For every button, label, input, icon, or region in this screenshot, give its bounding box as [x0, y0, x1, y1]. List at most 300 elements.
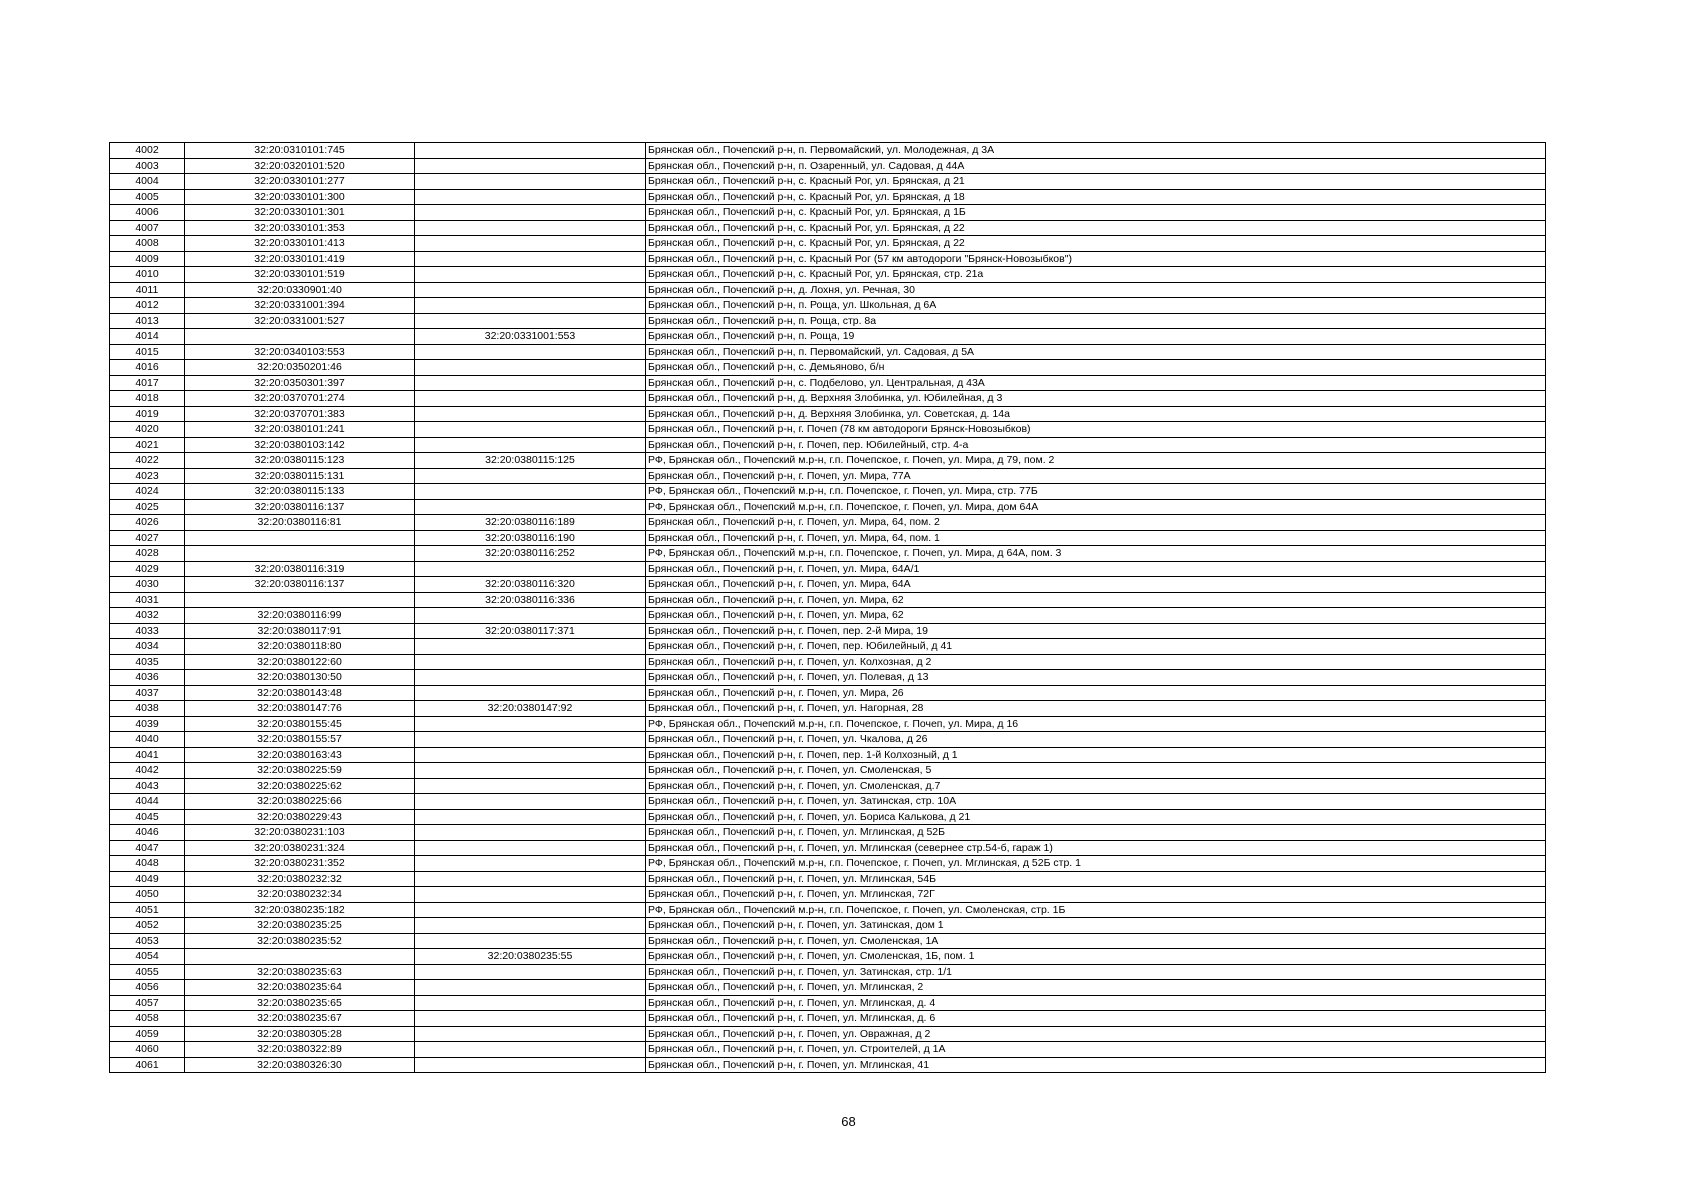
- cadastral-number-cell: 32:20:0330101:353: [185, 220, 415, 236]
- address-cell: Брянская обл., Почепский р-н, п. Первомайский, ул. Молодежная, д 3А: [646, 143, 1546, 159]
- cadastral-number-cell: [185, 530, 415, 546]
- cadastral-number-cell: [185, 329, 415, 345]
- row-number-cell: 4059: [110, 1026, 185, 1042]
- row-number-cell: 4020: [110, 422, 185, 438]
- table-row: [110, 220, 1546, 236]
- row-number-cell: 4044: [110, 794, 185, 810]
- related-cadastral-number-cell: [415, 391, 646, 407]
- cadastral-number-cell: 32:20:0380116:99: [185, 608, 415, 624]
- address-cell: Брянская обл., Почепский р-н, с. Красный Рог, ул. Брянская, д 21: [646, 174, 1546, 190]
- row-number-cell: 4056: [110, 980, 185, 996]
- table-row: [110, 933, 1546, 949]
- cadastral-number-cell: 32:20:0380225:59: [185, 763, 415, 779]
- related-cadastral-number-cell: [415, 205, 646, 221]
- cadastral-number-cell: 32:20:0380116:137: [185, 577, 415, 593]
- related-cadastral-number-cell: [415, 1026, 646, 1042]
- row-number-cell: 4035: [110, 654, 185, 670]
- cadastral-number-cell: 32:20:0380229:43: [185, 809, 415, 825]
- address-cell: Брянская обл., Почепский р-н, г. Почеп, ул. Мира, 64А: [646, 577, 1546, 593]
- related-cadastral-number-cell: 32:20:0380116:252: [415, 546, 646, 562]
- related-cadastral-number-cell: [415, 716, 646, 732]
- table-row: [110, 391, 1546, 407]
- cadastral-number-cell: 32:20:0380235:65: [185, 995, 415, 1011]
- cadastral-number-cell: 32:20:0340103:553: [185, 344, 415, 360]
- address-cell: РФ, Брянская обл., Почепский м.р-н, г.п. Почепское, г. Почеп, ул. Мира, д 16: [646, 716, 1546, 732]
- table-row: [110, 763, 1546, 779]
- row-number-cell: 4017: [110, 375, 185, 391]
- cadastral-number-cell: 32:20:0380225:62: [185, 778, 415, 794]
- address-cell: Брянская обл., Почепский р-н, г. Почеп, ул. Мира, 26: [646, 685, 1546, 701]
- cadastral-number-cell: 32:20:0380231:324: [185, 840, 415, 856]
- related-cadastral-number-cell: [415, 995, 646, 1011]
- row-number-cell: 4048: [110, 856, 185, 872]
- cadastral-number-cell: 32:20:0330101:519: [185, 267, 415, 283]
- cadastral-number-cell: 32:20:0380235:63: [185, 964, 415, 980]
- table-row: [110, 685, 1546, 701]
- related-cadastral-number-cell: [415, 608, 646, 624]
- related-cadastral-number-cell: [415, 902, 646, 918]
- address-cell: Брянская обл., Почепский р-н, г. Почеп, ул. Овражная, д 2: [646, 1026, 1546, 1042]
- cadastral-number-cell: 32:20:0330901:40: [185, 282, 415, 298]
- related-cadastral-number-cell: [415, 840, 646, 856]
- table-row: [110, 530, 1546, 546]
- row-number-cell: 4034: [110, 639, 185, 655]
- related-cadastral-number-cell: [415, 918, 646, 934]
- related-cadastral-number-cell: [415, 809, 646, 825]
- row-number-cell: 4043: [110, 778, 185, 794]
- address-cell: Брянская обл., Почепский р-н, с. Красный Рог, ул. Брянская, д 18: [646, 189, 1546, 205]
- address-cell: Брянская обл., Почепский р-н, п. Роща, стр. 8а: [646, 313, 1546, 329]
- cadastral-number-cell: 32:20:0380326:30: [185, 1057, 415, 1073]
- address-cell: РФ, Брянская обл., Почепский м.р-н, г.п. Почепское, г. Почеп, ул. Мира, д 64А, пом. 3: [646, 546, 1546, 562]
- cadastral-number-cell: 32:20:0380116:319: [185, 561, 415, 577]
- table-row: [110, 313, 1546, 329]
- table-row: [110, 143, 1546, 159]
- row-number-cell: 4050: [110, 887, 185, 903]
- address-cell: Брянская обл., Почепский р-н, г. Почеп, ул. Чкалова, д 26: [646, 732, 1546, 748]
- property-table-body: [110, 143, 1546, 1073]
- cadastral-number-cell: 32:20:0380103:142: [185, 437, 415, 453]
- address-cell: РФ, Брянская обл., Почепский м.р-н, г.п. Почепское, г. Почеп, ул. Мира, дом 64А: [646, 499, 1546, 515]
- table-row: [110, 918, 1546, 934]
- row-number-cell: 4010: [110, 267, 185, 283]
- cadastral-number-cell: 32:20:0331001:527: [185, 313, 415, 329]
- address-cell: РФ, Брянская обл., Почепский м.р-н, г.п. Почепское, г. Почеп, ул. Мира, стр. 77Б: [646, 484, 1546, 500]
- table-row: [110, 375, 1546, 391]
- address-cell: Брянская обл., Почепский р-н, с. Красный Рог (57 км автодороги "Брянск-Новозыбков"): [646, 251, 1546, 267]
- table-row: [110, 964, 1546, 980]
- cadastral-number-cell: 32:20:0380116:137: [185, 499, 415, 515]
- row-number-cell: 4061: [110, 1057, 185, 1073]
- address-cell: Брянская обл., Почепский р-н, г. Почеп, ул. Нагорная, 28: [646, 701, 1546, 717]
- table-row: [110, 778, 1546, 794]
- related-cadastral-number-cell: [415, 561, 646, 577]
- row-number-cell: 4004: [110, 174, 185, 190]
- related-cadastral-number-cell: [415, 825, 646, 841]
- address-cell: Брянская обл., Почепский р-н, г. Почеп, ул. Затинская, стр. 10А: [646, 794, 1546, 810]
- table-row: [110, 995, 1546, 1011]
- related-cadastral-number-cell: 32:20:0380117:371: [415, 623, 646, 639]
- table-row: [110, 1042, 1546, 1058]
- table-row: [110, 654, 1546, 670]
- table-row: [110, 406, 1546, 422]
- table-row: [110, 577, 1546, 593]
- cadastral-number-cell: 32:20:0380118:80: [185, 639, 415, 655]
- address-cell: Брянская обл., Почепский р-н, г. Почеп, ул. Мглинская, 54Б: [646, 871, 1546, 887]
- cadastral-number-cell: 32:20:0380115:123: [185, 453, 415, 469]
- related-cadastral-number-cell: [415, 143, 646, 159]
- related-cadastral-number-cell: [415, 1057, 646, 1073]
- row-number-cell: 4031: [110, 592, 185, 608]
- table-row: [110, 856, 1546, 872]
- row-number-cell: 4040: [110, 732, 185, 748]
- address-cell: Брянская обл., Почепский р-н, г. Почеп, ул. Строителей, д 1А: [646, 1042, 1546, 1058]
- related-cadastral-number-cell: [415, 298, 646, 314]
- related-cadastral-number-cell: 32:20:0380115:125: [415, 453, 646, 469]
- related-cadastral-number-cell: [415, 375, 646, 391]
- cadastral-number-cell: 32:20:0380163:43: [185, 747, 415, 763]
- address-cell: Брянская обл., Почепский р-н, г. Почеп, ул. Полевая, д 13: [646, 670, 1546, 686]
- address-cell: Брянская обл., Почепский р-н, с. Красный Рог, ул. Брянская, д 1Б: [646, 205, 1546, 221]
- table-row: [110, 282, 1546, 298]
- address-cell: Брянская обл., Почепский р-н, г. Почеп, ул. Смоленская, д.7: [646, 778, 1546, 794]
- address-cell: РФ, Брянская обл., Почепский м.р-н, г.п. Почепское, г. Почеп, ул. Мглинская, д 52Б стр. 1: [646, 856, 1546, 872]
- row-number-cell: 4015: [110, 344, 185, 360]
- row-number-cell: 4053: [110, 933, 185, 949]
- address-cell: Брянская обл., Почепский р-н, г. Почеп, ул. Мглинская, д 52Б: [646, 825, 1546, 841]
- related-cadastral-number-cell: 32:20:0380116:320: [415, 577, 646, 593]
- table-row: [110, 592, 1546, 608]
- related-cadastral-number-cell: 32:20:0380116:190: [415, 530, 646, 546]
- table-row: [110, 267, 1546, 283]
- row-number-cell: 4058: [110, 1011, 185, 1027]
- row-number-cell: 4014: [110, 329, 185, 345]
- row-number-cell: 4024: [110, 484, 185, 500]
- related-cadastral-number-cell: [415, 933, 646, 949]
- cadastral-number-cell: 32:20:0380147:76: [185, 701, 415, 717]
- row-number-cell: 4041: [110, 747, 185, 763]
- cadastral-number-cell: 32:20:0330101:277: [185, 174, 415, 190]
- cadastral-number-cell: 32:20:0380235:25: [185, 918, 415, 934]
- row-number-cell: 4054: [110, 949, 185, 965]
- table-row: [110, 716, 1546, 732]
- row-number-cell: 4005: [110, 189, 185, 205]
- related-cadastral-number-cell: [415, 747, 646, 763]
- address-cell: Брянская обл., Почепский р-н, с. Демьяново, б/н: [646, 360, 1546, 376]
- table-row: [110, 1011, 1546, 1027]
- table-row: [110, 887, 1546, 903]
- address-cell: Брянская обл., Почепский р-н, г. Почеп, ул. Мглинская, 72Г: [646, 887, 1546, 903]
- table-row: [110, 236, 1546, 252]
- row-number-cell: 4013: [110, 313, 185, 329]
- row-number-cell: 4022: [110, 453, 185, 469]
- row-number-cell: 4057: [110, 995, 185, 1011]
- cadastral-number-cell: 32:20:0331001:394: [185, 298, 415, 314]
- row-number-cell: 4012: [110, 298, 185, 314]
- related-cadastral-number-cell: 32:20:0331001:553: [415, 329, 646, 345]
- cadastral-number-cell: 32:20:0380235:67: [185, 1011, 415, 1027]
- cadastral-number-cell: 32:20:0380235:64: [185, 980, 415, 996]
- address-cell: Брянская обл., Почепский р-н, г. Почеп, пер. 2-й Мира, 19: [646, 623, 1546, 639]
- table-row: [110, 701, 1546, 717]
- related-cadastral-number-cell: [415, 732, 646, 748]
- cadastral-number-cell: 32:20:0310101:745: [185, 143, 415, 159]
- cadastral-number-cell: 32:20:0380155:57: [185, 732, 415, 748]
- row-number-cell: 4030: [110, 577, 185, 593]
- address-cell: Брянская обл., Почепский р-н, г. Почеп, ул. Затинская, стр. 1/1: [646, 964, 1546, 980]
- cadastral-number-cell: 32:20:0370701:383: [185, 406, 415, 422]
- address-cell: Брянская обл., Почепский р-н, г. Почеп, пер. Юбилейный, д 41: [646, 639, 1546, 655]
- related-cadastral-number-cell: [415, 236, 646, 252]
- row-number-cell: 4060: [110, 1042, 185, 1058]
- address-cell: Брянская обл., Почепский р-н, г. Почеп, ул. Мглинская (севернее стр.54-б, гараж 1): [646, 840, 1546, 856]
- address-cell: Брянская обл., Почепский р-н, г. Почеп (78 км автодороги Брянск-Новозыбков): [646, 422, 1546, 438]
- related-cadastral-number-cell: [415, 220, 646, 236]
- row-number-cell: 4046: [110, 825, 185, 841]
- address-cell: Брянская обл., Почепский р-н, п. Роща, ул. Школьная, д 6А: [646, 298, 1546, 314]
- row-number-cell: 4002: [110, 143, 185, 159]
- table-row: [110, 747, 1546, 763]
- address-cell: Брянская обл., Почепский р-н, г. Почеп, пер. Юбилейный, стр. 4-а: [646, 437, 1546, 453]
- address-cell: Брянская обл., Почепский р-н, г. Почеп, пер. 1-й Колхозный, д 1: [646, 747, 1546, 763]
- table-row: [110, 158, 1546, 174]
- address-cell: Брянская обл., Почепский р-н, с. Красный Рог, ул. Брянская, стр. 21а: [646, 267, 1546, 283]
- address-cell: РФ, Брянская обл., Почепский м.р-н, г.п. Почепское, г. Почеп, ул. Смоленская, стр. 1Б: [646, 902, 1546, 918]
- cadastral-number-cell: 32:20:0380101:241: [185, 422, 415, 438]
- table-row: [110, 825, 1546, 841]
- address-cell: Брянская обл., Почепский р-н, с. Красный Рог, ул. Брянская, д 22: [646, 220, 1546, 236]
- table-row: [110, 422, 1546, 438]
- related-cadastral-number-cell: [415, 360, 646, 376]
- table-row: [110, 360, 1546, 376]
- table-row: [110, 484, 1546, 500]
- related-cadastral-number-cell: 32:20:0380116:189: [415, 515, 646, 531]
- row-number-cell: 4032: [110, 608, 185, 624]
- related-cadastral-number-cell: [415, 406, 646, 422]
- address-cell: Брянская обл., Почепский р-н, г. Почеп, ул. Мглинская, 2: [646, 980, 1546, 996]
- row-number-cell: 4047: [110, 840, 185, 856]
- related-cadastral-number-cell: [415, 887, 646, 903]
- related-cadastral-number-cell: [415, 980, 646, 996]
- cadastral-number-cell: 32:20:0380130:50: [185, 670, 415, 686]
- related-cadastral-number-cell: 32:20:0380116:336: [415, 592, 646, 608]
- row-number-cell: 4008: [110, 236, 185, 252]
- row-number-cell: 4042: [110, 763, 185, 779]
- cadastral-number-cell: 32:20:0350301:397: [185, 375, 415, 391]
- cadastral-number-cell: 32:20:0380322:89: [185, 1042, 415, 1058]
- cadastral-number-cell: 32:20:0350201:46: [185, 360, 415, 376]
- table-row: [110, 623, 1546, 639]
- cadastral-number-cell: 32:20:0380225:66: [185, 794, 415, 810]
- table-row: [110, 515, 1546, 531]
- related-cadastral-number-cell: [415, 1011, 646, 1027]
- table-row: [110, 1026, 1546, 1042]
- cadastral-number-cell: 32:20:0380155:45: [185, 716, 415, 732]
- table-row: [110, 949, 1546, 965]
- address-cell: Брянская обл., Почепский р-н, г. Почеп, ул. Мира, 64, пом. 2: [646, 515, 1546, 531]
- cadastral-number-cell: 32:20:0320101:520: [185, 158, 415, 174]
- related-cadastral-number-cell: [415, 158, 646, 174]
- address-cell: Брянская обл., Почепский р-н, п. Озаренный, ул. Садовая, д 44А: [646, 158, 1546, 174]
- address-cell: Брянская обл., Почепский р-н, г. Почеп, ул. Смоленская, 1Б, пом. 1: [646, 949, 1546, 965]
- cadastral-number-cell: 32:20:0380235:182: [185, 902, 415, 918]
- related-cadastral-number-cell: 32:20:0380147:92: [415, 701, 646, 717]
- address-cell: Брянская обл., Почепский р-н, г. Почеп, ул. Мира, 77А: [646, 468, 1546, 484]
- row-number-cell: 4038: [110, 701, 185, 717]
- table-row: [110, 251, 1546, 267]
- address-cell: Брянская обл., Почепский р-н, с. Красный Рог, ул. Брянская, д 22: [646, 236, 1546, 252]
- address-cell: Брянская обл., Почепский р-н, г. Почеп, ул. Мглинская, 41: [646, 1057, 1546, 1073]
- related-cadastral-number-cell: [415, 468, 646, 484]
- row-number-cell: 4049: [110, 871, 185, 887]
- row-number-cell: 4055: [110, 964, 185, 980]
- related-cadastral-number-cell: [415, 267, 646, 283]
- related-cadastral-number-cell: [415, 794, 646, 810]
- address-cell: Брянская обл., Почепский р-н, г. Почеп, ул. Мглинская, д. 6: [646, 1011, 1546, 1027]
- cadastral-number-cell: 32:20:0380231:103: [185, 825, 415, 841]
- address-cell: Брянская обл., Почепский р-н, г. Почеп, ул. Мира, 62: [646, 608, 1546, 624]
- address-cell: РФ, Брянская обл., Почепский м.р-н, г.п. Почепское, г. Почеп, ул. Мира, д 79, пом. 2: [646, 453, 1546, 469]
- related-cadastral-number-cell: [415, 484, 646, 500]
- property-table: [109, 142, 1546, 1073]
- row-number-cell: 4021: [110, 437, 185, 453]
- cadastral-number-cell: 32:20:0380117:91: [185, 623, 415, 639]
- table-row: [110, 1057, 1546, 1073]
- related-cadastral-number-cell: [415, 499, 646, 515]
- table-row: [110, 453, 1546, 469]
- related-cadastral-number-cell: [415, 763, 646, 779]
- row-number-cell: 4018: [110, 391, 185, 407]
- cadastral-number-cell: 32:20:0380232:32: [185, 871, 415, 887]
- row-number-cell: 4006: [110, 205, 185, 221]
- address-cell: Брянская обл., Почепский р-н, д. Верхняя Злобинка, ул. Юбилейная, д 3: [646, 391, 1546, 407]
- table-row: [110, 546, 1546, 562]
- address-cell: Брянская обл., Почепский р-н, г. Почеп, ул. Колхозная, д 2: [646, 654, 1546, 670]
- address-cell: Брянская обл., Почепский р-н, п. Первомайский, ул. Садовая, д 5А: [646, 344, 1546, 360]
- row-number-cell: 4023: [110, 468, 185, 484]
- cadastral-number-cell: 32:20:0380305:28: [185, 1026, 415, 1042]
- row-number-cell: 4027: [110, 530, 185, 546]
- address-cell: Брянская обл., Почепский р-н, г. Почеп, ул. Мира, 62: [646, 592, 1546, 608]
- cadastral-number-cell: 32:20:0380231:352: [185, 856, 415, 872]
- related-cadastral-number-cell: [415, 871, 646, 887]
- row-number-cell: 4045: [110, 809, 185, 825]
- table-row: [110, 608, 1546, 624]
- cadastral-number-cell: 32:20:0330101:419: [185, 251, 415, 267]
- related-cadastral-number-cell: [415, 670, 646, 686]
- table-row: [110, 174, 1546, 190]
- cadastral-number-cell: 32:20:0330101:300: [185, 189, 415, 205]
- row-number-cell: 4051: [110, 902, 185, 918]
- row-number-cell: 4026: [110, 515, 185, 531]
- table-row: [110, 871, 1546, 887]
- cadastral-number-cell: 32:20:0380235:52: [185, 933, 415, 949]
- related-cadastral-number-cell: [415, 344, 646, 360]
- cadastral-number-cell: 32:20:0370701:274: [185, 391, 415, 407]
- row-number-cell: 4029: [110, 561, 185, 577]
- row-number-cell: 4052: [110, 918, 185, 934]
- cadastral-number-cell: 32:20:0380115:133: [185, 484, 415, 500]
- related-cadastral-number-cell: [415, 856, 646, 872]
- address-cell: Брянская обл., Почепский р-н, п. Роща, 19: [646, 329, 1546, 345]
- row-number-cell: 4007: [110, 220, 185, 236]
- related-cadastral-number-cell: [415, 282, 646, 298]
- table-row: [110, 639, 1546, 655]
- related-cadastral-number-cell: [415, 778, 646, 794]
- related-cadastral-number-cell: [415, 685, 646, 701]
- table-row: [110, 840, 1546, 856]
- cadastral-number-cell: 32:20:0380122:60: [185, 654, 415, 670]
- table-row: [110, 189, 1546, 205]
- address-cell: Брянская обл., Почепский р-н, г. Почеп, ул. Бориса Калькова, д 21: [646, 809, 1546, 825]
- table-row: [110, 329, 1546, 345]
- related-cadastral-number-cell: [415, 654, 646, 670]
- address-cell: Брянская обл., Почепский р-н, г. Почеп, ул. Мира, 64, пом. 1: [646, 530, 1546, 546]
- related-cadastral-number-cell: [415, 189, 646, 205]
- table-row: [110, 344, 1546, 360]
- table-row: [110, 298, 1546, 314]
- cadastral-number-cell: [185, 949, 415, 965]
- table-row: [110, 670, 1546, 686]
- related-cadastral-number-cell: [415, 251, 646, 267]
- row-number-cell: 4039: [110, 716, 185, 732]
- row-number-cell: 4016: [110, 360, 185, 376]
- address-cell: Брянская обл., Почепский р-н, д. Верхняя Злобинка, ул. Советская, д. 14а: [646, 406, 1546, 422]
- table-row: [110, 499, 1546, 515]
- related-cadastral-number-cell: [415, 174, 646, 190]
- address-cell: Брянская обл., Почепский р-н, г. Почеп, ул. Смоленская, 5: [646, 763, 1546, 779]
- table-row: [110, 809, 1546, 825]
- address-cell: Брянская обл., Почепский р-н, с. Подбелово, ул. Центральная, д 43А: [646, 375, 1546, 391]
- related-cadastral-number-cell: [415, 1042, 646, 1058]
- cadastral-number-cell: 32:20:0380115:131: [185, 468, 415, 484]
- related-cadastral-number-cell: 32:20:0380235:55: [415, 949, 646, 965]
- row-number-cell: 4025: [110, 499, 185, 515]
- address-cell: Брянская обл., Почепский р-н, д. Лохня, ул. Речная, 30: [646, 282, 1546, 298]
- related-cadastral-number-cell: [415, 422, 646, 438]
- cadastral-number-cell: [185, 592, 415, 608]
- row-number-cell: 4009: [110, 251, 185, 267]
- related-cadastral-number-cell: [415, 313, 646, 329]
- cadastral-number-cell: 32:20:0380143:48: [185, 685, 415, 701]
- table-row: [110, 902, 1546, 918]
- cadastral-number-cell: 32:20:0330101:301: [185, 205, 415, 221]
- page-number: 68: [841, 1114, 856, 1129]
- address-cell: Брянская обл., Почепский р-н, г. Почеп, ул. Мглинская, д. 4: [646, 995, 1546, 1011]
- address-cell: Брянская обл., Почепский р-н, г. Почеп, ул. Мира, 64А/1: [646, 561, 1546, 577]
- row-number-cell: 4033: [110, 623, 185, 639]
- address-cell: Брянская обл., Почепский р-н, г. Почеп, ул. Затинская, дом 1: [646, 918, 1546, 934]
- address-cell: Брянская обл., Почепский р-н, г. Почеп, ул. Смоленская, 1А: [646, 933, 1546, 949]
- cadastral-number-cell: 32:20:0380116:81: [185, 515, 415, 531]
- table-row: [110, 980, 1546, 996]
- related-cadastral-number-cell: [415, 639, 646, 655]
- table-row: [110, 437, 1546, 453]
- table-row: [110, 205, 1546, 221]
- table-row: [110, 732, 1546, 748]
- cadastral-number-cell: [185, 546, 415, 562]
- row-number-cell: 4019: [110, 406, 185, 422]
- related-cadastral-number-cell: [415, 437, 646, 453]
- row-number-cell: 4036: [110, 670, 185, 686]
- row-number-cell: 4011: [110, 282, 185, 298]
- row-number-cell: 4003: [110, 158, 185, 174]
- table-row: [110, 468, 1546, 484]
- row-number-cell: 4028: [110, 546, 185, 562]
- cadastral-number-cell: 32:20:0330101:413: [185, 236, 415, 252]
- table-row: [110, 794, 1546, 810]
- related-cadastral-number-cell: [415, 964, 646, 980]
